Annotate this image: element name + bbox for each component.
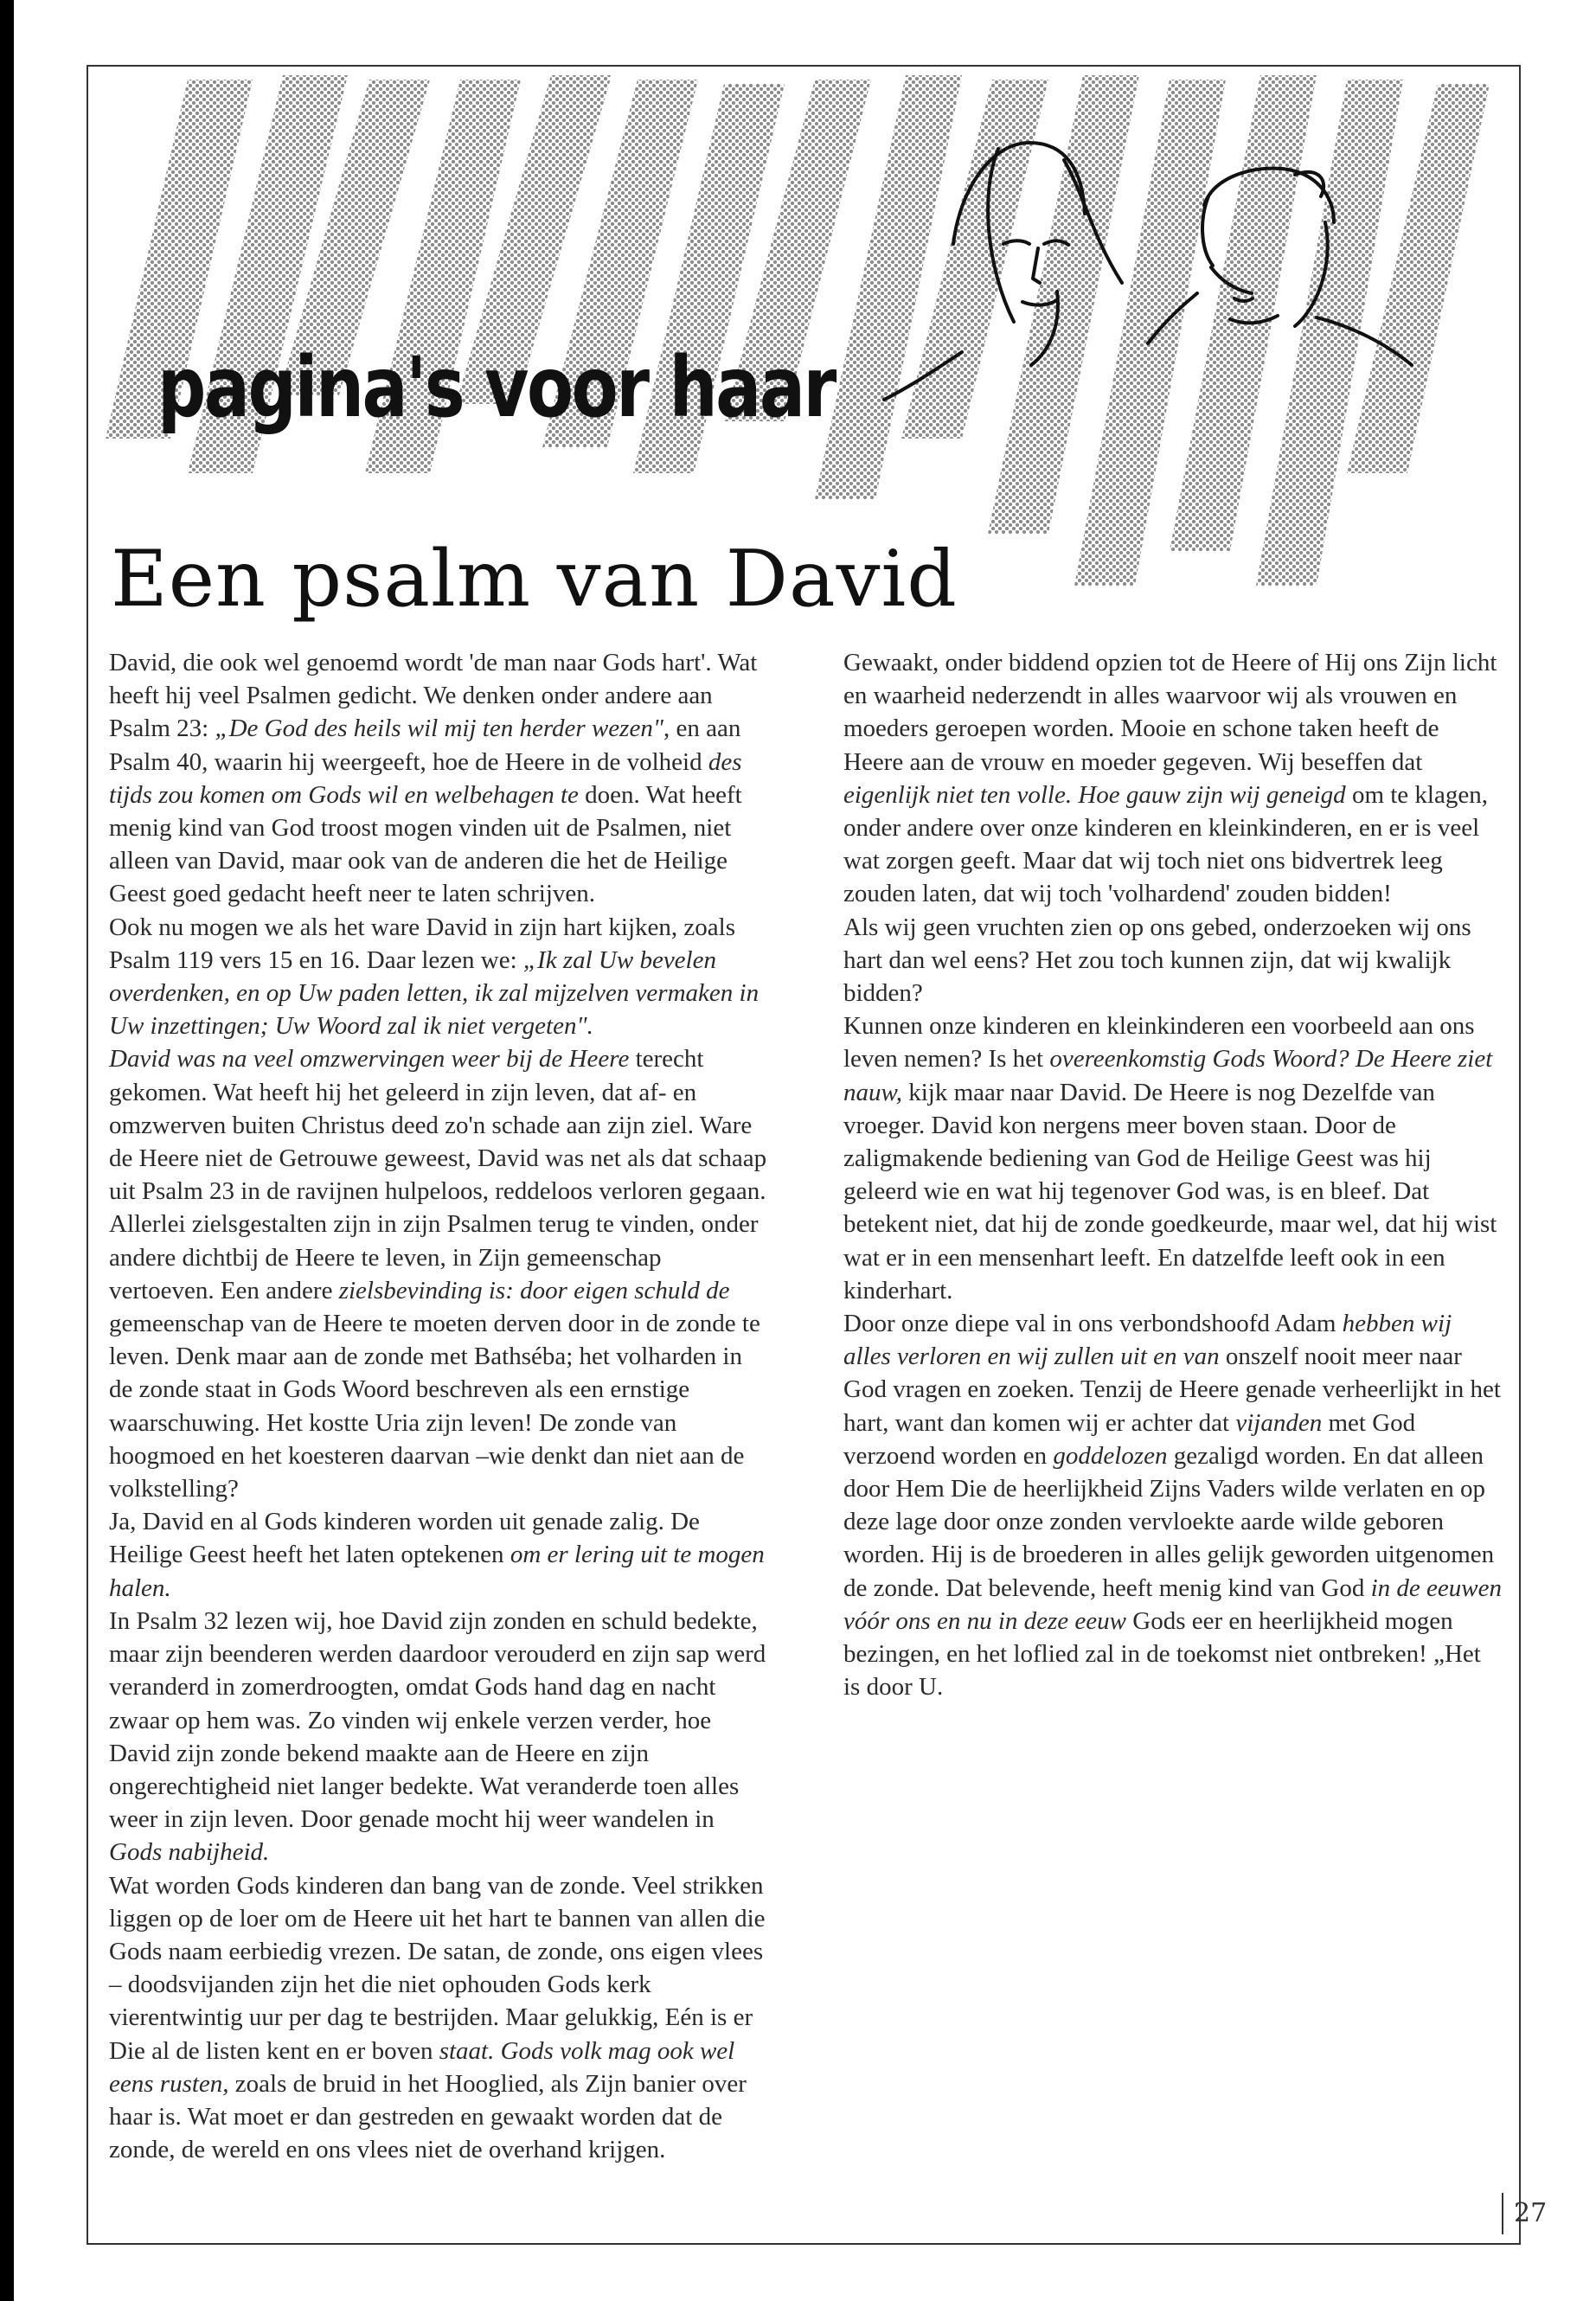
body-text: In Psalm 32 lezen wij, hoe David zijn zonden en schuld bedekte, maar zijn beenderen werden daardoor verouderd en zijn sap werd veranderd in zomerdroogten, omdat Gods hand dag en nacht zwaar op hem was. Zo vinden wij enkele verzen verder, hoe David zijn zonde bekend maakte aan de Heere en zijn ongerechtigheid niet langer bedekte. Wat veranderde toen alles weer in zijn leven. Door genade mocht hij weer wandelen in xyxy=(109,1606,766,1834)
italic-text: overeenkomstig Gods Woord? De Heere ziet nauw, xyxy=(843,1045,1493,1106)
article-paragraph xyxy=(109,911,767,1043)
section-title: pagina's voor haar xyxy=(157,339,835,436)
italic-text: vijanden xyxy=(1235,1408,1323,1437)
article-paragraph xyxy=(843,1307,1502,1703)
italic-text: in de eeuwen vóór ons en nu in deze eeuw xyxy=(843,1574,1502,1635)
body-text: onszelf nooit meer naar God vragen en zoeken. Tenzij de Heere genade verheerlijkt in het hart, want dan komen wij er achter dat xyxy=(843,1343,1501,1437)
italic-text: hebben wij alles verloren en wij zullen uit en van xyxy=(843,1310,1452,1371)
italic-text: „Ik zal Uw bevelen overdenken, en op Uw paden letten, ik zal mijzelven vermaken in Uw inzettingen; Uw Woord zal ik niet vergeten". xyxy=(109,945,760,1041)
body-text: Kunnen onze kinderen en kleinkinderen een voorbeeld aan ons leven nemen? Is het xyxy=(843,1012,1475,1074)
body-text: Wat worden Gods kinderen dan bang van de zonde. Veel strikken liggen op de loer om de Heere uit het hart te bannen van allen die Gods naam eerbiedig vrezen. De satan, de zonde, ons eigen vlees – doodsvijanden zijn het die niet ophouden Gods kerk vierentwintig uur per dag te bestrijden. Maar gelukkig, Eén is er Die al de listen kent en er boven xyxy=(109,1871,766,2065)
article-paragraph xyxy=(109,1505,767,1605)
italic-text: eigenlijk niet ten volle. Hoe gauw zijn wij geneigd xyxy=(843,780,1346,809)
italic-text: zielsbevinding is: door eigen schuld de xyxy=(338,1276,730,1304)
italic-text: „De God des heils wil mij ten herder wezen" xyxy=(215,715,664,743)
body-text: doen. Wat heeft menig kind van God troost mogen vinden uit de Psalmen, niet alleen van David, maar ook van de anderen die het de Heilige Geest goed gedacht heeft neer te laten schrijven. xyxy=(109,780,742,908)
body-text: Ook nu mogen we als het ware David in zijn hart kijken, zoals Psalm 119 vers 15 en 16. Daar lezen we: xyxy=(109,913,735,974)
body-text: om te klagen, onder andere over onze kinderen en kleinkinderen, en er is veel wat zorgen geeft. Maar dat wij toch niet ons bidvertrek leeg zouden laten, dat wij toch 'volhardend' zouden bidden! xyxy=(843,780,1488,908)
italic-text: Gods nabijheid. xyxy=(109,1838,270,1867)
body-text: met God verzoend worden en xyxy=(843,1408,1416,1470)
article-body xyxy=(109,646,1502,2229)
body-text: David, die ook wel genoemd wordt 'de man naar Gods hart'. Wat heeft hij veel Psalmen gedicht. We denken onder andere aan Psalm 23: xyxy=(109,649,758,743)
body-text: gemeenschap van de Heere te moeten derven door in de zonde te leven. Denk maar aan de zonde met Bathséba; het volharden in de zonde staat in Gods Woord beschreven als een ernstige waarschuwing. Het kostte Uria zijn leven! De zonde van hoogmoed en het koesteren daarvan –wie denkt dan niet aan de volkstelling? xyxy=(109,1310,760,1503)
article-paragraph xyxy=(109,1869,767,2167)
body-text: Gewaakt, onder biddend opzien tot de Heere of Hij ons Zijn licht en waarheid nederzendt in alles waarvoor wij als vrouwen en moeders geroepen worden. Mooie en schone taken heeft de Heere aan de vrouw en moeder gegeven. Wij beseffen dat xyxy=(843,649,1497,776)
article-paragraph xyxy=(109,646,767,911)
article-paragraph xyxy=(843,1009,1502,1307)
body-text: Door onze diepe val in ons verbondshoofd Adam xyxy=(843,1310,1343,1338)
italic-text: des tijds zou komen om Gods wil en welbehagen te xyxy=(109,747,742,809)
halftone-stripes xyxy=(106,75,1490,586)
article-paragraph xyxy=(109,1208,767,1505)
body-text: Allerlei zielsgestalten zijn in zijn Psalmen terug te vinden, onder andere dichtbij de Heere te leven, in Zijn gemeenschap vertoeven. Een andere xyxy=(109,1210,759,1304)
body-text: Ja, David en al Gods kinderen worden uit genade zalig. De Heilige Geest heeft het laten optekenen xyxy=(109,1508,700,1569)
body-text: kijk maar naar David. De Heere is nog Dezelfde van vroeger. David kon nergens meer boven staan. Door de zaligmakende bediening van God de Heilige Geest was hij geleerd wie en wat hij tegenover God was, is en bleef. Dat betekent niet, dat hij de zonde goedkeurde, maar wel, dat hij wist wat er in een mensenhart leeft. En datzelfde leeft ook in een kinderhart. xyxy=(843,1078,1497,1304)
body-text: , en aan Psalm 40, waarin hij weergeeft, hoe de Heere in de volheid xyxy=(109,715,741,776)
italic-text: David was na veel omzwervingen weer bij de Heere xyxy=(109,1045,630,1074)
body-text: zoals de bruid in het Hooglied, als Zijn banier over haar is. Wat moet er dan gestreden en gewaakt worden dat de zonde, de wereld en ons vlees niet de overhand krijgen. xyxy=(109,2069,747,2164)
italic-text: om er lering uit te mogen halen. xyxy=(109,1541,765,1602)
body-text: Als wij geen vruchten zien op ons gebed, onderzoeken wij ons hart dan wel eens? Het zou toch kunnen zijn, dat wij kwalijk bidden? xyxy=(843,913,1471,1008)
article-paragraph xyxy=(109,1042,767,1208)
body-text: terecht gekomen. Wat heeft hij het geleerd in zijn leven, dat af- en omzwerven buiten Christus deed zo'n schade aan zijn ziel. Ware de Heere niet de Getrouwe geweest, David was net als dat schaap uit Psalm 23 in de ravijnen hulpeloos, reddeloos verloren gegaan. xyxy=(109,1045,767,1206)
article-paragraph xyxy=(109,1605,767,1869)
article-paragraph xyxy=(843,646,1502,911)
article-paragraph xyxy=(843,911,1502,1010)
page-number: 27 xyxy=(1502,2193,1554,2234)
italic-text: goddelozen xyxy=(1053,1441,1168,1470)
body-text: gezaligd worden. En dat alleen door Hem Die de heerlijkheid Zijns Vaders wilde verlaten en op deze lage door onze zonden vervloekte aarde wilde geboren worden. Hij is de broederen in alles gelijk geworden uitgenomen de zonde. Dat belevende, heeft menig kind van God xyxy=(843,1441,1495,1602)
body-text: Gods eer en heerlijkheid mogen bezingen, en het loflied zal in de toekomst niet ontbreken! „Het is door U. xyxy=(843,1606,1481,1702)
page-frame xyxy=(87,65,1521,2245)
italic-text: staat. Gods volk mag ook wel eens rusten, xyxy=(109,2036,735,2098)
article-title: Een psalm van David xyxy=(111,534,958,625)
left-margin-bar xyxy=(0,0,14,2301)
